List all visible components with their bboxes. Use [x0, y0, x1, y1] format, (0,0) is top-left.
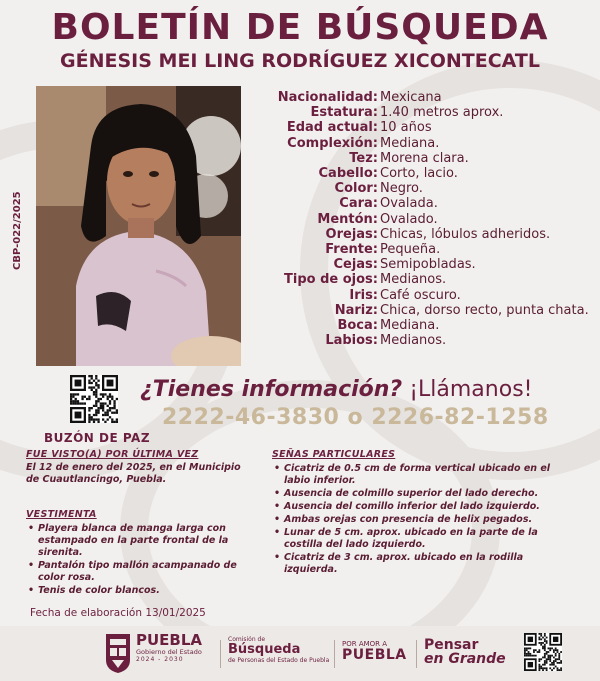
attribute-row	[250, 227, 590, 242]
footer-divider	[334, 640, 335, 668]
attribute-row	[250, 318, 590, 333]
clothing-title: VESTIMENTA	[26, 509, 97, 520]
attribute-value: Chica, dorso recto, punta chata.	[380, 302, 589, 318]
attribute-row	[250, 242, 590, 257]
attribute-row	[250, 257, 590, 272]
por-amor-logo	[342, 640, 407, 662]
attribute-label: Labios:	[325, 333, 378, 349]
last-seen-section	[26, 449, 256, 486]
footer	[0, 626, 600, 681]
pensar-en-grande-logo	[424, 638, 506, 666]
attribute-label: Edad actual:	[286, 120, 378, 136]
attribute-label: Mentón:	[317, 211, 378, 227]
list-item: • Ambas orejas con presencia de helix pegados.	[272, 514, 572, 526]
attribute-label: Complexión:	[287, 135, 378, 151]
attribute-row	[250, 120, 590, 135]
attribute-value: 1.40 metros aprox.	[380, 105, 504, 121]
contact-prompt	[140, 377, 580, 402]
attribute-value: Mexicana	[380, 90, 442, 105]
attribute-value: Mediana.	[380, 318, 440, 334]
por-amor-small-text: POR AMOR A	[342, 640, 388, 648]
attribute-row	[250, 303, 590, 318]
person-name: GÉNESIS MEI LING RODRÍGUEZ XICONTECATL	[60, 50, 540, 72]
qr-code-footer[interactable]	[524, 633, 562, 671]
attribute-label: Frente:	[325, 242, 378, 258]
attribute-value: 10 años	[380, 120, 432, 136]
buzon-de-paz-label: BUZÓN DE PAZ	[44, 431, 151, 445]
puebla-logo-text: PUEBLA	[136, 631, 203, 649]
por-amor-big-text: PUEBLA	[342, 647, 407, 663]
missing-person-photo	[36, 86, 241, 366]
physical-description	[250, 90, 590, 348]
attribute-value: Pequeña.	[380, 242, 441, 258]
attribute-value: Ovalado.	[380, 211, 438, 227]
marks-title: SEÑAS PARTICULARES	[272, 449, 396, 460]
attribute-value: Café oscuro.	[380, 287, 461, 303]
attribute-value: Chicas, lóbulos adheridos.	[380, 226, 551, 242]
attribute-value: Medianos.	[380, 272, 447, 288]
attribute-label: Orejas:	[325, 226, 378, 242]
phone-2[interactable]: 2226-82-1258	[371, 405, 549, 430]
comision-sub-text: de Personas del Estado de Puebla	[228, 657, 330, 664]
attribute-row	[250, 181, 590, 196]
attribute-label: Tipo de ojos:	[284, 272, 378, 288]
clothing-list	[26, 523, 256, 597]
comision-small-text: Comisión de	[228, 636, 266, 643]
attribute-row	[250, 196, 590, 211]
phone-1[interactable]: 2222-46-3830	[162, 405, 340, 430]
elaboration-date: Fecha de elaboración 13/01/2025	[30, 607, 206, 619]
folio-text: CBP-022/2025	[12, 191, 23, 270]
footer-divider	[220, 640, 221, 668]
puebla-logo-years: 2024 - 2030	[136, 656, 184, 663]
puebla-crest-icon	[104, 630, 132, 674]
attribute-label: Nariz:	[334, 302, 378, 318]
attribute-label: Tez:	[349, 150, 378, 166]
phone-numbers	[162, 405, 549, 430]
call-us: ¡Llámanos!	[409, 377, 533, 402]
pensar-line-2: en Grande	[424, 651, 506, 667]
attribute-value: Corto, lacio.	[380, 166, 458, 182]
pensar-line-1: Pensar	[424, 637, 479, 653]
folio-number	[12, 180, 34, 270]
marks-section	[272, 449, 572, 577]
attribute-label: Color:	[334, 181, 378, 197]
list-item: • Cicatriz de 3 cm. aprox. ubicado en la rodilla izquierda.	[272, 552, 572, 576]
attribute-value: Semipobladas.	[380, 257, 476, 273]
last-seen-text: El 12 de enero del 2025, en el Municipio de Cuautlancingo, Puebla.	[26, 462, 241, 485]
last-seen-title: FUE VISTO(A) POR ÚLTIMA VEZ	[26, 449, 199, 460]
attribute-row	[250, 288, 590, 303]
list-item: • Ausencia del comillo inferior del lado izquierdo.	[272, 501, 572, 513]
attribute-value: Ovalada.	[380, 196, 438, 212]
attribute-value: Morena clara.	[380, 150, 469, 166]
attribute-label: Estatura:	[310, 105, 378, 121]
attribute-label: Nacionalidad:	[277, 90, 378, 105]
attribute-row	[250, 212, 590, 227]
attribute-row	[250, 272, 590, 287]
comision-big-text: Búsqueda	[228, 642, 301, 657]
puebla-logo-subtitle: Gobierno del Estado	[136, 648, 202, 656]
attribute-label: Cejas:	[333, 257, 378, 273]
list-item: • Tenis de color blancos.	[26, 585, 256, 597]
attribute-label: Boca:	[337, 318, 378, 334]
phone-connector: o	[347, 405, 364, 430]
attribute-value: Medianos.	[380, 333, 447, 349]
list-item: • Lunar de 5 cm. aprox. ubicado en la parte de la costilla del lado izquierdo.	[272, 527, 572, 551]
qr-code-buzon[interactable]	[70, 375, 118, 423]
attribute-label: Cara:	[339, 196, 378, 212]
attribute-row	[250, 90, 590, 105]
footer-divider	[416, 640, 417, 668]
attribute-row	[250, 151, 590, 166]
list-item: • Ausencia de colmillo superior del lado derecho.	[272, 488, 572, 500]
attribute-row	[250, 105, 590, 120]
clothing-section	[26, 509, 256, 598]
header	[0, 6, 600, 74]
puebla-government-logo	[136, 633, 202, 664]
list-item: • Cicatriz de 0.5 cm de forma vertical ubicado en el labio inferior.	[272, 463, 572, 487]
bulletin-title: BOLETÍN DE BÚSQUEDA	[51, 7, 549, 48]
marks-list	[272, 463, 572, 576]
attribute-label: Cabello:	[318, 166, 378, 182]
attribute-row	[250, 166, 590, 181]
attribute-value: Negro.	[380, 181, 423, 197]
attribute-row	[250, 333, 590, 348]
attribute-label: Iris:	[349, 287, 378, 303]
comision-logo	[228, 636, 329, 664]
list-item: • Playera blanca de manga larga con estampado en la parte frontal de la sirenita.	[26, 523, 256, 559]
attribute-row	[250, 136, 590, 151]
attribute-value: Mediana.	[380, 135, 440, 151]
list-item: • Pantalón tipo mallón acampanado de color rosa.	[26, 560, 256, 584]
information-question: ¿Tienes información?	[140, 377, 403, 402]
